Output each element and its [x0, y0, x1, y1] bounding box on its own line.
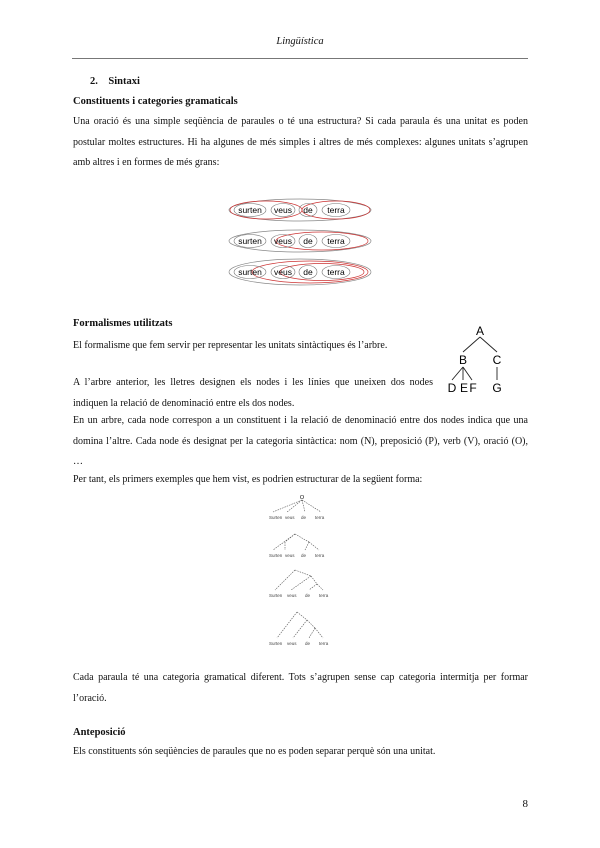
oval-grouping-diagram [226, 196, 376, 296]
paragraph-structure-intro: Per tant, els primers exemples que hem vist, es podrien estructurar de la següent forma: [73, 474, 423, 485]
syntax-tree-word: veus [287, 641, 297, 646]
tree-node-a: A [475, 324, 485, 338]
page-header: Lingüística [276, 36, 324, 47]
tree-node-g: G [492, 381, 502, 395]
tree-edge [463, 367, 472, 380]
section-heading [90, 76, 140, 87]
syntax-tree-word: de [301, 515, 307, 520]
tree-edge [480, 337, 497, 352]
oval-word-text: veus [274, 236, 292, 246]
oval-word-text: veus [274, 267, 292, 277]
oval-word-text: surten [238, 267, 262, 277]
paragraph-anteposition: Els constituents són seqüències de paraules que no es poden separar perquè són una unitat. [73, 746, 436, 757]
syntax-tree-word: terra [315, 553, 325, 558]
paragraph-node-categories: En un arbre, cada node correspon a un constituent i la relació de denominació entre dos nodes indica que una domina l’altre. Cada node és designat per la categoria sintàctica: nom (N), preposició (P), verb (V), oració (O), … [73, 415, 528, 467]
oval-word-text: veus [274, 205, 292, 215]
syntax-trees-diagram [265, 492, 340, 662]
tree-edge [452, 367, 463, 380]
tree-edge [463, 337, 480, 352]
oval-word-text: surten [238, 236, 262, 246]
syntax-tree-word: de [305, 641, 311, 646]
subheading-formalisms: Formalismes utilitzats [73, 318, 173, 329]
syntax-tree-word: Surten [269, 593, 283, 598]
oval-word-text: de [303, 236, 313, 246]
section-title: Sintaxi [108, 76, 140, 87]
oval-word-text: de [303, 205, 313, 215]
syntax-tree-word: veus [285, 553, 295, 558]
paragraph-categories: Cada paraula té una categoria gramatical diferent. Tots s’agrupen sense cap categoria intermitja per formar l’oració. [73, 672, 528, 704]
tree-node-e: E [459, 381, 469, 395]
syntax-tree-word: veus [287, 593, 297, 598]
abc-tree-diagram [440, 322, 520, 396]
oval-word-text: terra [327, 236, 345, 246]
syntax-tree-word: Surten [269, 641, 283, 646]
oval-word-text: surten [238, 205, 262, 215]
syntax-tree-word: veus [285, 515, 295, 520]
paragraph-tree-description: A l’arbre anterior, les lletres designen els nodes i les línies que uneixen dos nodes indiquen la relació de denominació entre els dos nodes. [73, 377, 433, 409]
subheading-anteposition: Anteposició [73, 727, 126, 738]
syntax-tree-root-label: O [299, 495, 305, 501]
tree-node-f: F [469, 381, 477, 395]
syntax-tree-word: Surten [269, 553, 283, 558]
oval-word-text: terra [327, 267, 345, 277]
header-rule [72, 58, 528, 59]
paragraph-intro: Una oració és una simple seqüència de paraules o té una estructura? Si cada paraula és una unitat es poden postular moltes estructures. Hi ha algunes de més simples i altres de més complexes: algunes unitats s’agrupen amb altres i en formes de més grans: [73, 116, 528, 168]
syntax-tree-word: terra [319, 641, 329, 646]
syntax-tree-word: terra [319, 593, 329, 598]
oval-word-text: de [303, 267, 313, 277]
subheading-constituents: Constituents i categories gramaticals [73, 96, 238, 107]
section-number: 2. [90, 76, 98, 87]
tree-node-b: B [458, 353, 468, 367]
oval-word-text: terra [327, 205, 345, 215]
syntax-tree-word: de [305, 593, 311, 598]
page-number: 8 [522, 798, 528, 810]
paragraph-tree-formalism: El formalisme que fem servir per representar les unitats sintàctiques és l’arbre. [73, 340, 388, 351]
syntax-tree-word: de [301, 553, 307, 558]
tree-node-d: D [447, 381, 457, 395]
syntax-tree-word: Surten [269, 515, 283, 520]
tree-node-c: C [492, 353, 502, 367]
syntax-tree-word: terra [315, 515, 325, 520]
